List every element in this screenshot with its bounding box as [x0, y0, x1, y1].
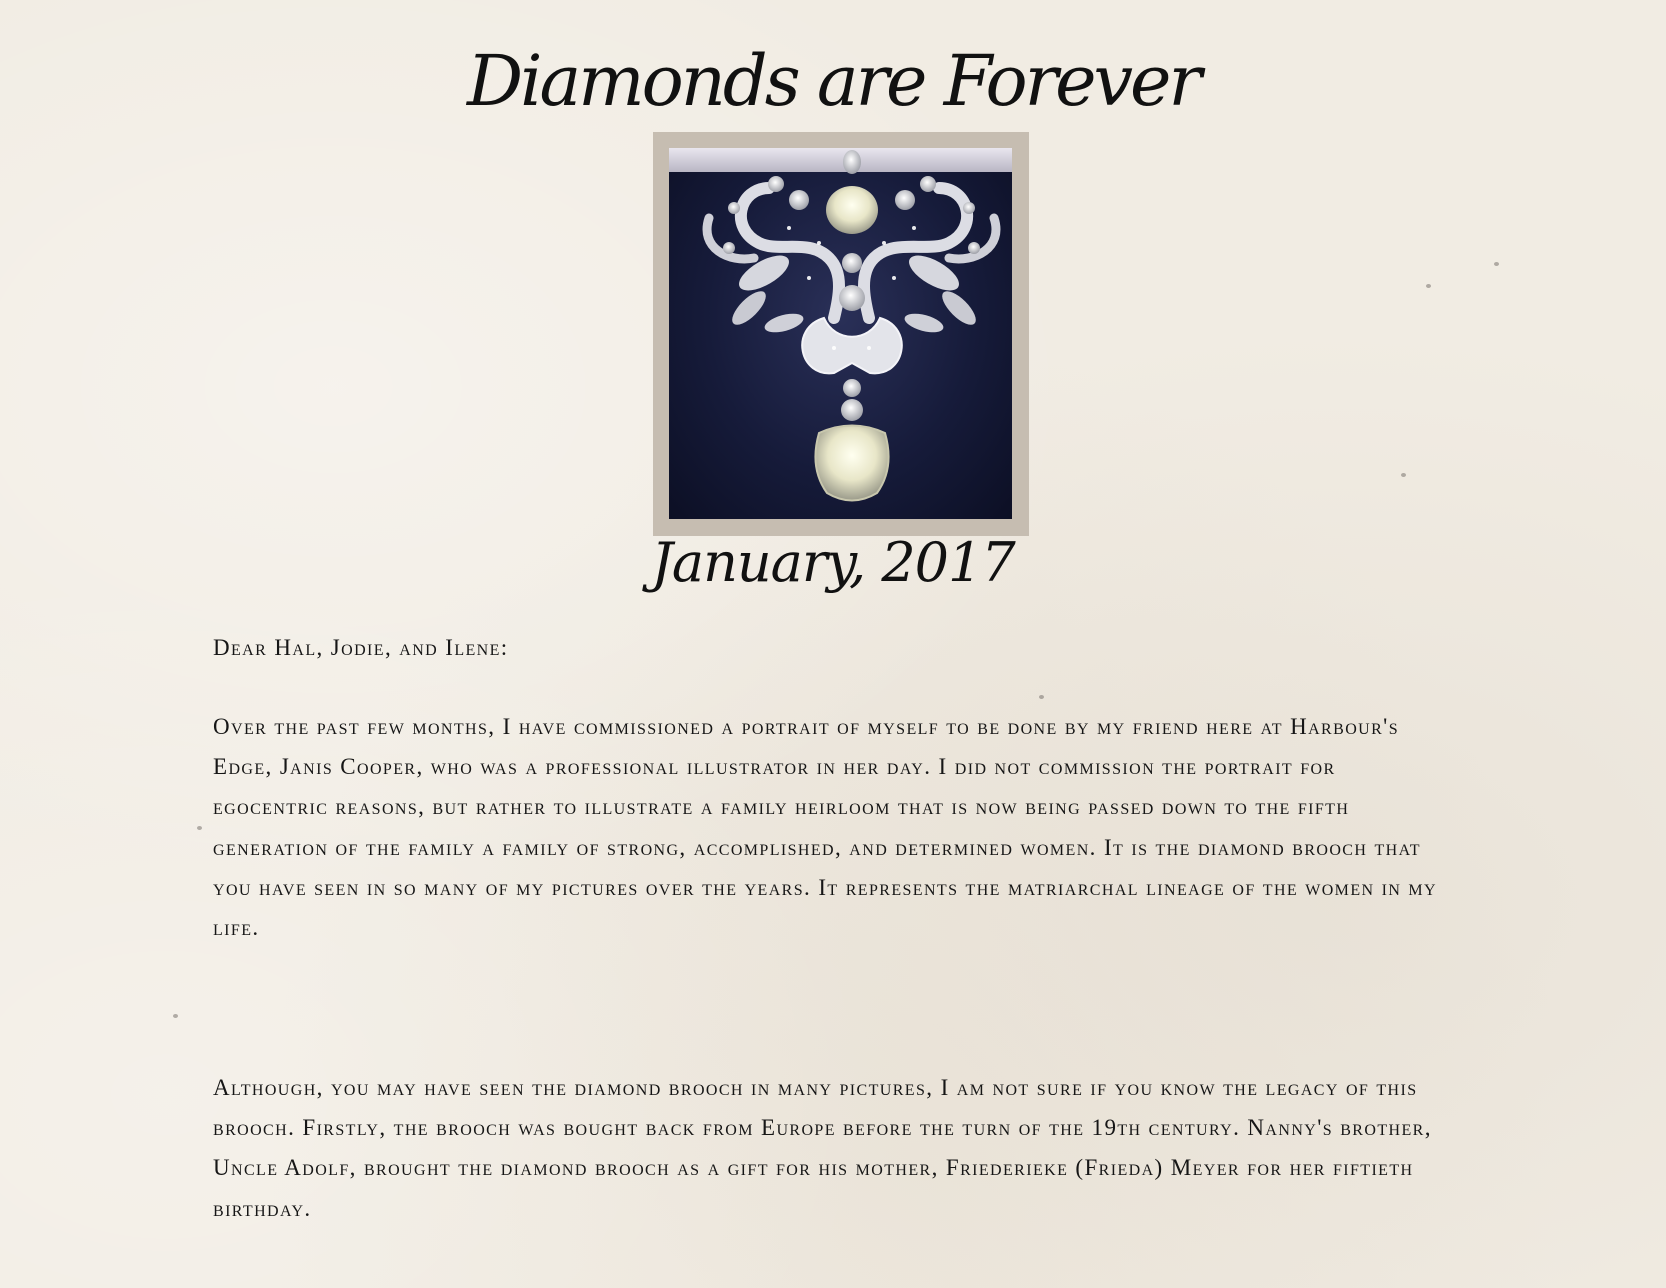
paper-speck	[1039, 695, 1044, 699]
brooch-photo	[669, 148, 1012, 519]
page-title: Diamonds are Forever	[467, 40, 1199, 122]
diamond-brooch-image	[669, 148, 1012, 519]
paper-speck	[173, 1014, 178, 1018]
paper-speck	[197, 826, 202, 830]
letter-paragraph-1: Over the past few months, I have commissioned a portrait of myself to be done by my friend here at Harbour's Edge, Janis Cooper, who was a professional illustrator in her day. I did not commission the portrait for egocentric reasons, but rather to illustrate a family heirloom that is now being passed down to the fifth generation of the family a family of strong, accomplished, and determined women. It is the diamond brooch that you have seen in so many of my pictures over the years. It represents the matriarchal lineage of the women in my life.	[213, 714, 1438, 941]
paper-speck	[1426, 284, 1431, 288]
brooch-photo-frame	[653, 132, 1029, 536]
letter-paragraph-2: Although, you may have seen the diamond brooch in many pictures, I am not sure if you know the legacy of this brooch. Firstly, the brooch was bought back from Europe before the turn of the 19th century. Nanny's brother, Uncle Adolf, brought the diamond brooch as a gift for his mother, Friederieke (Frieda) Meyer for her fiftieth birthday.	[213, 1075, 1432, 1221]
paper-speck	[1494, 262, 1499, 266]
letter-date: January, 2017	[651, 531, 1015, 594]
letter-salutation: Dear Hal, Jodie, and Ilene:	[213, 635, 509, 660]
paper-speck	[1401, 473, 1406, 477]
